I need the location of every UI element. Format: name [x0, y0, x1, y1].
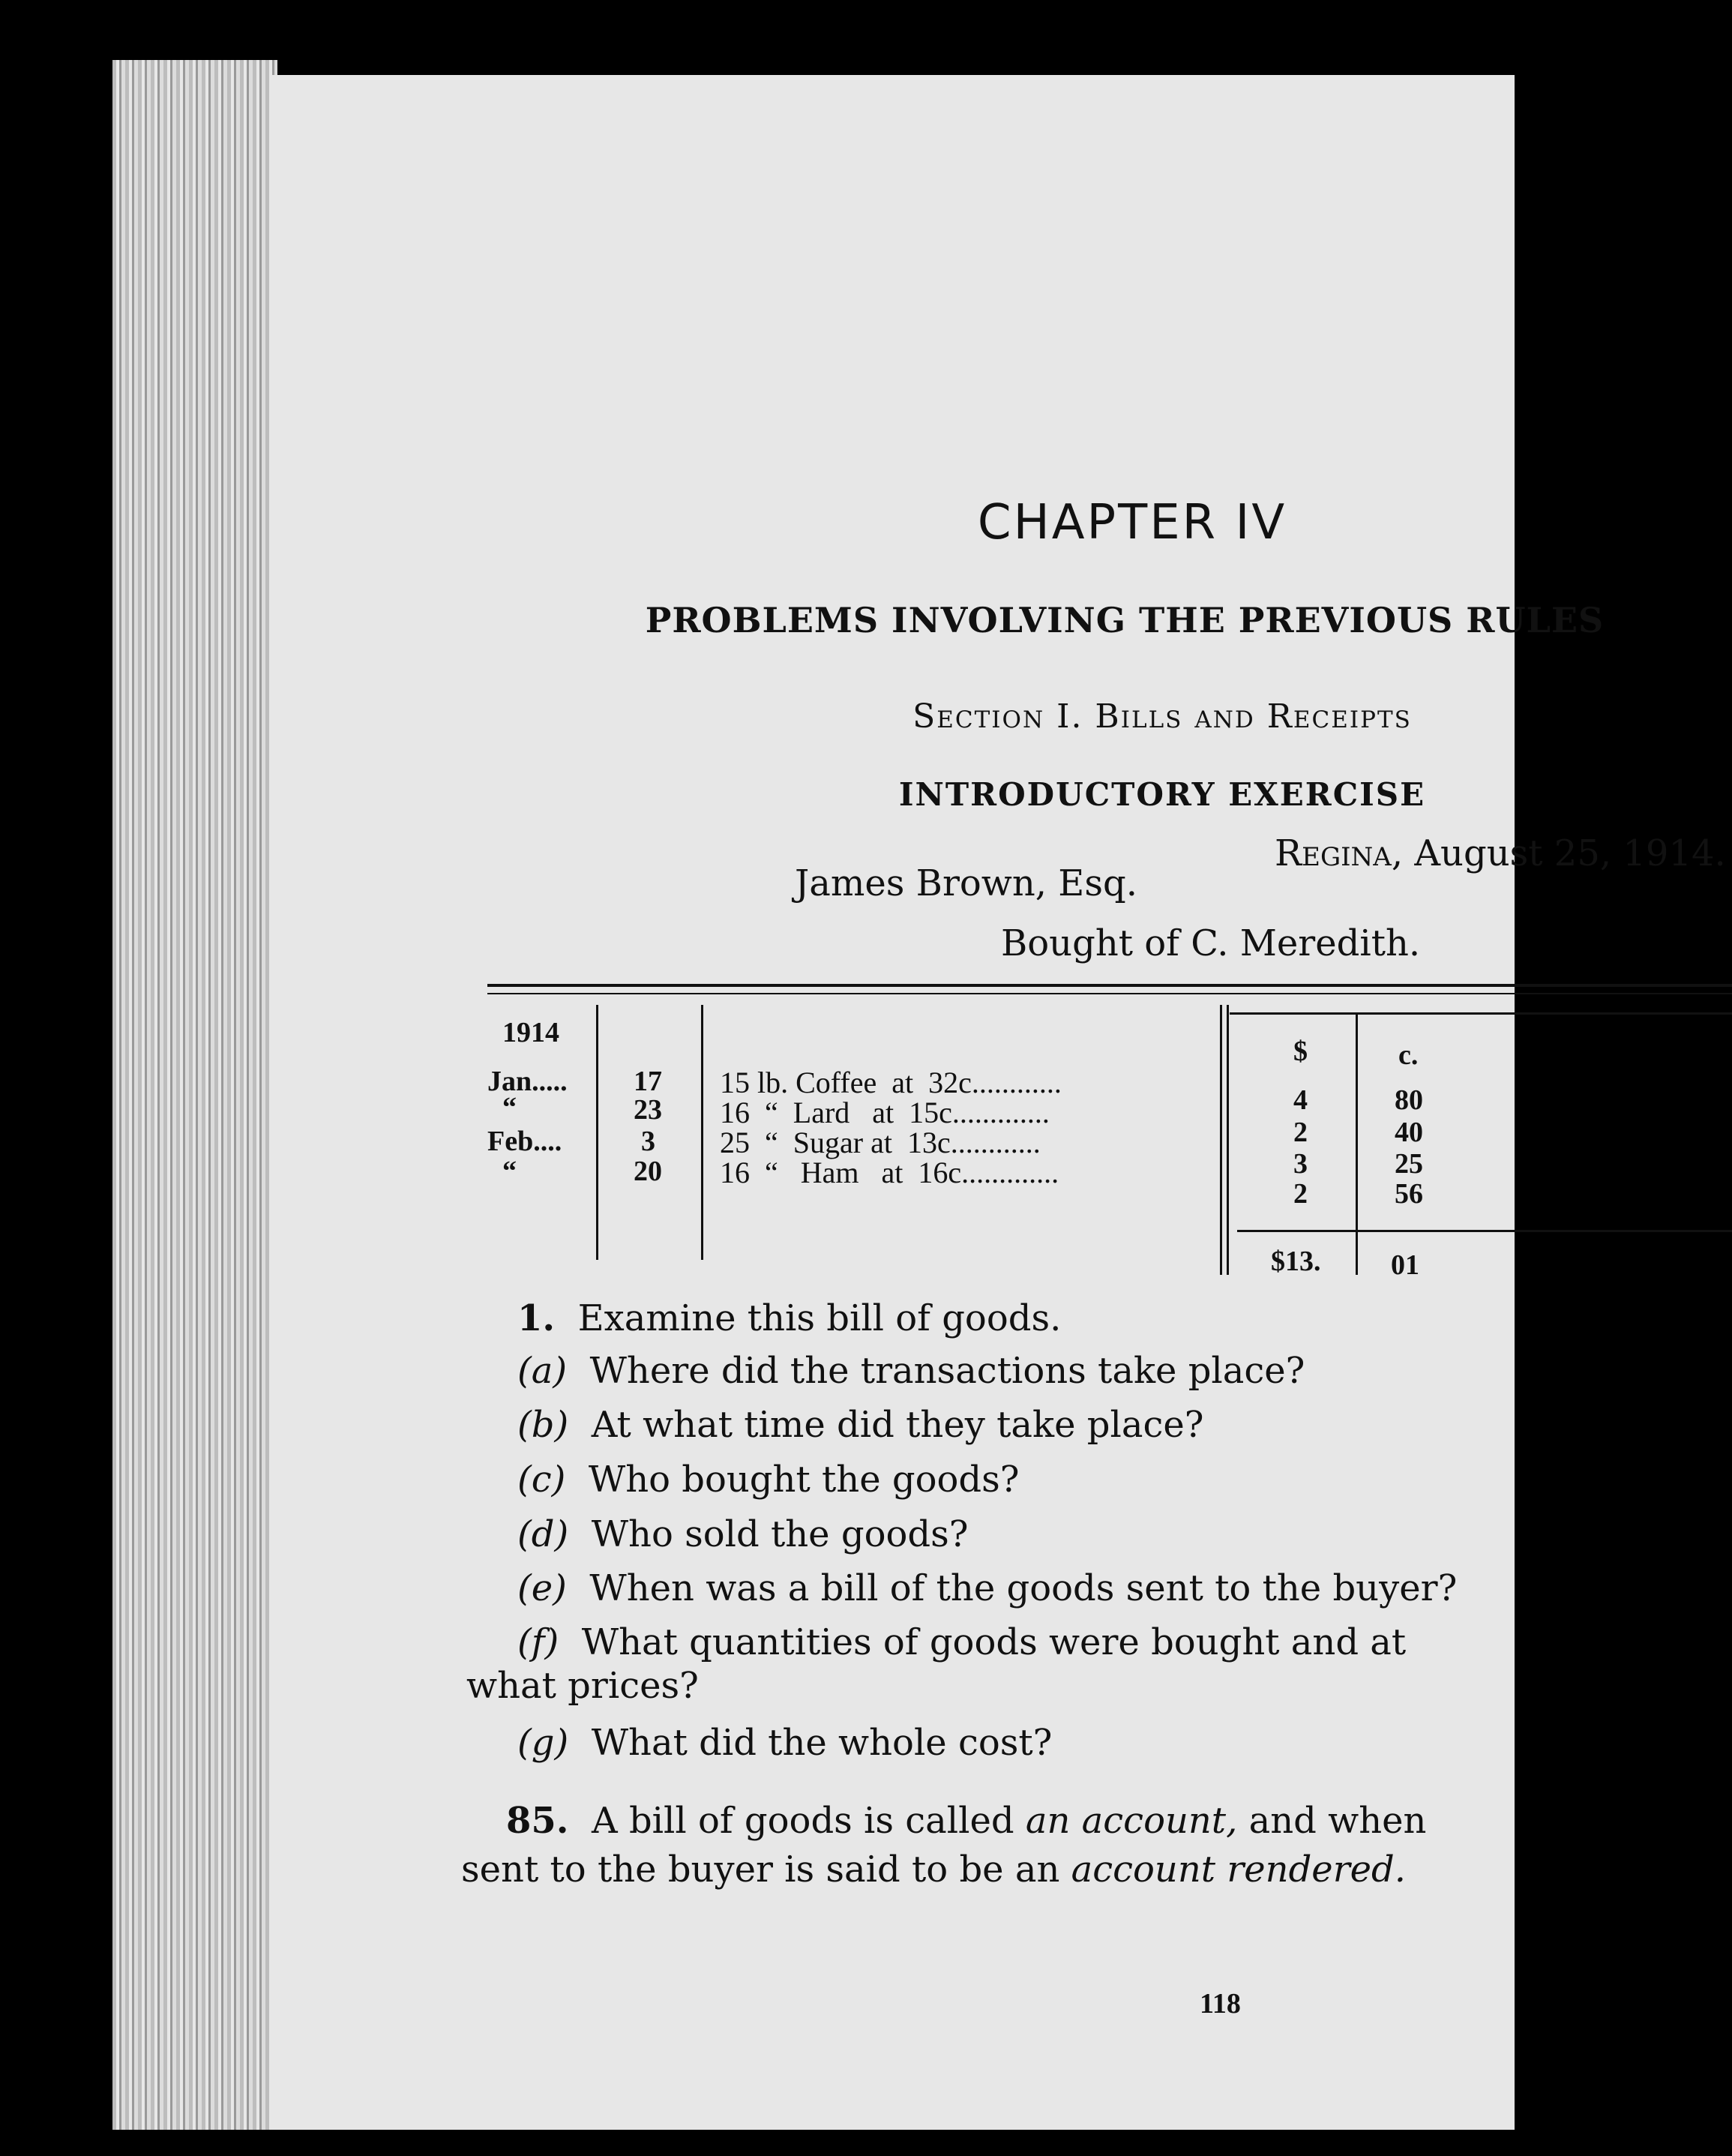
bill-dateline — [1275, 832, 1726, 874]
row-month: Feb.... — [487, 1126, 562, 1157]
row-month: “ — [502, 1092, 517, 1123]
row-item: 16 “ Lard at 15c............. — [720, 1096, 1050, 1129]
row-dollars: 2 — [1293, 1178, 1308, 1210]
row-day: 17 — [634, 1066, 662, 1097]
row-month: “ — [502, 1156, 517, 1187]
bill-seller: Bought of C. Meredith. — [1001, 922, 1421, 964]
row-month: Jan..... — [487, 1066, 568, 1097]
row-cents: 80 — [1395, 1084, 1423, 1116]
question-e: (e) When was a bill of the goods sent to the buyer? — [517, 1567, 1458, 1609]
cents-header: c. — [1398, 1039, 1419, 1071]
dollar-header: $ — [1293, 1036, 1308, 1067]
row-day: 3 — [641, 1126, 655, 1157]
row-dollars: 2 — [1293, 1117, 1308, 1148]
row-cents: 25 — [1395, 1148, 1423, 1180]
bill-year: 1914 — [502, 1017, 559, 1048]
bill-money-rule — [1230, 1012, 1732, 1015]
book-page — [270, 75, 1726, 2130]
page-number: 118 — [1200, 1988, 1241, 2020]
exercise-heading: INTRODUCTORY EXERCISE — [898, 776, 1426, 813]
row-cents: 56 — [1395, 1178, 1423, 1210]
question-g: (g) What did the whole cost? — [517, 1722, 1053, 1764]
paragraph-85-line2: sent to the buyer is said to be an account rendered. — [461, 1849, 1407, 1891]
bill-date: August 25, 1914. — [1414, 832, 1726, 874]
question-c: (c) Who bought the goods? — [517, 1459, 1020, 1501]
bill-top-rule — [487, 984, 1732, 987]
bill-col-rule-3b — [1227, 1005, 1229, 1275]
row-dollars: 4 — [1293, 1084, 1308, 1116]
row-day: 20 — [634, 1156, 662, 1187]
row-dollars: 3 — [1293, 1148, 1308, 1180]
question-d: (d) Who sold the goods? — [517, 1513, 969, 1555]
row-item: 15 lb. Coffee at 32c............ — [720, 1066, 1062, 1099]
bill-col-rule-1 — [596, 1005, 598, 1260]
row-item: 16 “ Ham at 16c............. — [720, 1156, 1059, 1189]
bill-col-rule-4 — [1356, 1012, 1358, 1275]
bill-col-rule-3a — [1220, 1005, 1222, 1275]
total-dollars: $13. — [1271, 1246, 1321, 1277]
question-b: (b) At what time did they take place? — [517, 1404, 1204, 1446]
question-a: (a) Where did the transactions take place? — [517, 1350, 1305, 1392]
total-cents: 01 — [1391, 1249, 1419, 1281]
bill-sum-rule — [1237, 1230, 1732, 1232]
question-f: (f) What quantities of goods were bought and at — [517, 1621, 1407, 1663]
bill-buyer: James Brown, Esq. — [795, 862, 1137, 904]
chapter-title: CHAPTER IV — [977, 495, 1287, 550]
bill-place: Regina, — [1275, 832, 1404, 874]
paragraph-85-line1: 85. A bill of goods is called an account, and when — [506, 1800, 1427, 1842]
section-heading: Section I. Bills and Receipts — [912, 697, 1412, 736]
question-f-continuation: what prices? — [466, 1665, 699, 1707]
question-intro: 1. Examine this bill of goods. — [517, 1297, 1062, 1339]
page-edges — [112, 60, 277, 2130]
bill-top-rule-thin — [487, 993, 1732, 994]
bill-col-rule-2 — [701, 1005, 703, 1260]
chapter-subtitle: PROBLEMS INVOLVING THE PREVIOUS RULES — [645, 600, 1605, 640]
row-item: 25 “ Sugar at 13c............ — [720, 1126, 1041, 1159]
row-day: 23 — [634, 1094, 662, 1126]
row-cents: 40 — [1395, 1117, 1423, 1148]
